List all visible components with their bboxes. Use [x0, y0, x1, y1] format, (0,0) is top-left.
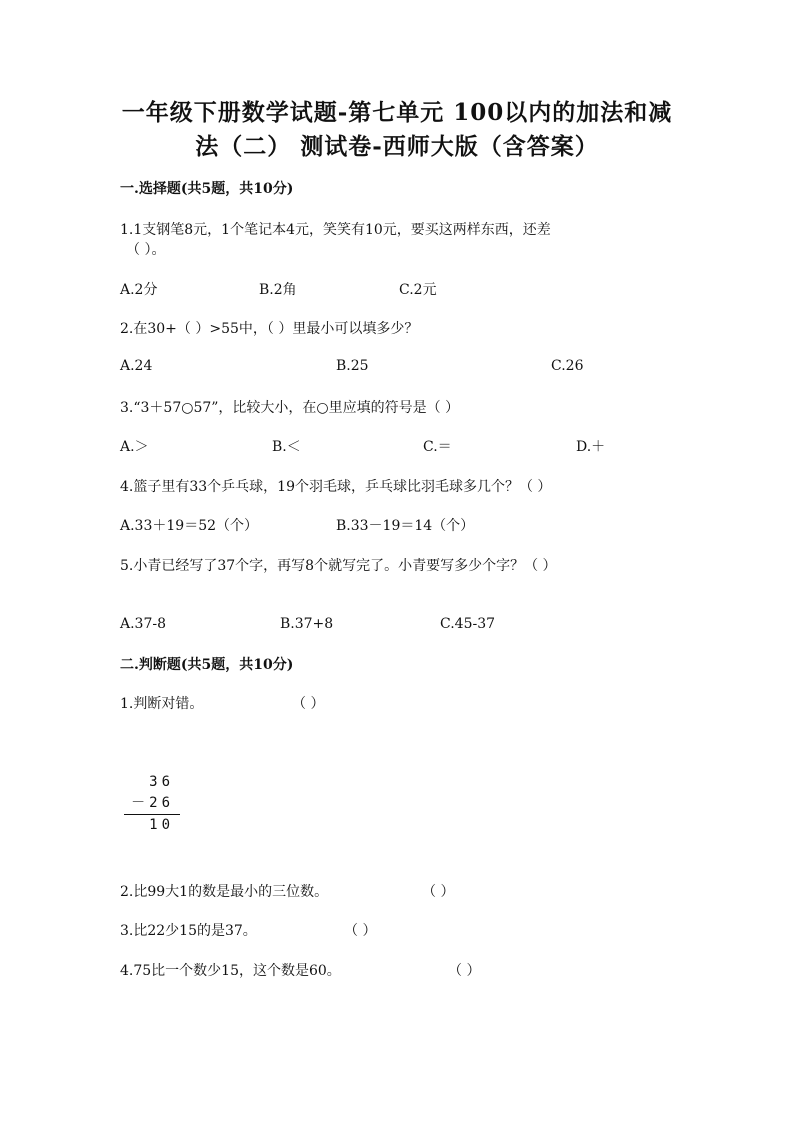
- vertical-subtraction: [120, 772, 180, 836]
- question-3-option-b[interactable]: B.＜: [272, 439, 301, 455]
- judge-3-text: 3.比22少15的是37。: [120, 923, 257, 939]
- question-4-option-a[interactable]: A.33＋19＝52（个）: [120, 518, 259, 534]
- calc-result: 10: [149, 817, 174, 833]
- document-title: [90, 96, 704, 164]
- judge-1-answer-blank[interactable]: （ ）: [292, 696, 325, 712]
- judge-4-text: 4.75比一个数少15，这个数是60。: [120, 963, 341, 979]
- title-line-2: 法（二） 测试卷-西师大版（含答案）: [195, 133, 599, 160]
- calc-bottom-number: －26: [131, 795, 174, 811]
- question-5-option-b[interactable]: B.37+8: [280, 616, 334, 632]
- question-1-text-cont: （ ）。: [126, 242, 166, 258]
- question-3-option-c[interactable]: C.＝: [423, 439, 452, 455]
- question-4-text: 4.篮子里有33个乒乓球，19个羽毛球，乒乓球比羽毛球多几个？（ ）: [120, 479, 552, 495]
- question-3-text: 3.“3＋57○57”，比较大小，在○里应填的符号是（ ）: [120, 400, 460, 416]
- question-1-option-c[interactable]: C.2元: [399, 282, 437, 298]
- judge-2-text: 2.比99大1的数是最小的三位数。: [120, 884, 329, 900]
- section-heading-choice: 一.选择题(共5题，共10分): [120, 181, 294, 197]
- title-line-1: 一年级下册数学试题-第七单元 100以内的加法和减: [121, 99, 673, 126]
- question-5-text: 5.小青已经写了37个字，再写8个就写完了。小青要写多少个字？（ ）: [120, 558, 557, 574]
- question-2-text: 2.在30+（ ）>55中，（ ）里最小可以填多少？: [120, 321, 419, 337]
- judge-4-answer-blank[interactable]: （ ）: [448, 963, 481, 979]
- question-3-option-d[interactable]: D.＋: [576, 439, 606, 455]
- question-2-option-b[interactable]: B.25: [336, 358, 369, 374]
- judge-3-answer-blank[interactable]: （ ）: [344, 923, 377, 939]
- question-5-option-c[interactable]: C.45-37: [440, 616, 496, 632]
- judge-1-text: 1.判断对错。: [120, 696, 204, 712]
- section-heading-judgement: 二.判断题(共5题，共10分): [120, 657, 294, 673]
- question-5-option-a[interactable]: A.37-8: [120, 616, 167, 632]
- question-1-option-b[interactable]: B.2角: [259, 282, 297, 298]
- question-2-option-c[interactable]: C.26: [551, 358, 584, 374]
- question-1-text: 1.1支钢笔8元，1个笔记本4元，笑笑有10元，要买这两样东西，还差: [120, 222, 551, 238]
- question-3-option-a[interactable]: A.＞: [120, 439, 149, 455]
- calc-top-number: 36: [149, 774, 174, 790]
- question-1-option-a[interactable]: A.2分: [120, 282, 158, 298]
- judge-2-answer-blank[interactable]: （ ）: [422, 884, 455, 900]
- question-2-option-a[interactable]: A.24: [120, 358, 153, 374]
- question-4-option-b[interactable]: B.33－19＝14（个）: [336, 518, 475, 534]
